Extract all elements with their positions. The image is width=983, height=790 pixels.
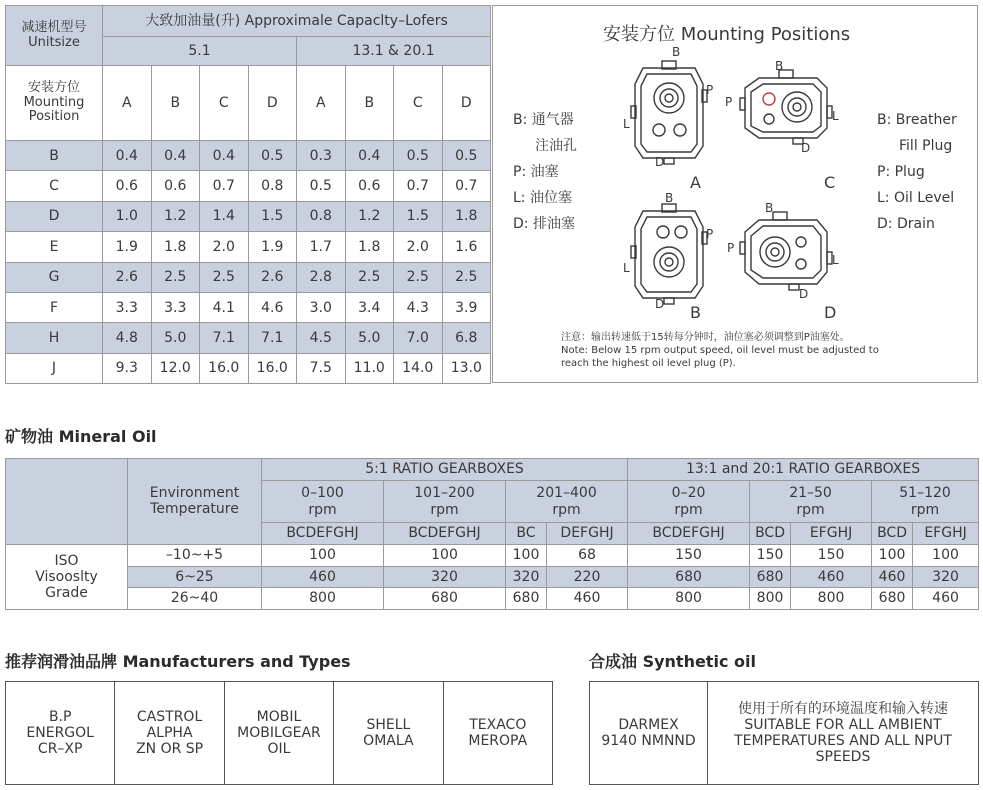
ratio-13-header: 13.1 & 20.1 — [297, 37, 491, 66]
capacity-value-cell: 16.0 — [200, 353, 249, 383]
viscosity-cell: 150 — [750, 545, 791, 567]
view-label-d: D — [824, 303, 837, 322]
view-label-c: C — [824, 173, 836, 192]
capacity-value-cell: 7.0 — [394, 323, 443, 353]
callout-p-a: P — [706, 83, 714, 97]
viscosity-cell: 320 — [384, 567, 506, 588]
callout-b-c: B — [775, 59, 784, 73]
capacity-table — [5, 5, 491, 384]
capacity-row — [6, 292, 491, 322]
capacity-value-cell: 0.7 — [394, 171, 443, 201]
capacity-value-cell: 1.8 — [151, 232, 200, 262]
env-temp-header — [128, 459, 262, 545]
callout-l-a: L — [623, 117, 630, 131]
viscosity-cell: 800 — [750, 588, 791, 610]
unitsize-cell: C — [6, 171, 103, 201]
capacity-value-cell: 3.0 — [297, 292, 346, 322]
position-header: A — [103, 66, 152, 141]
brand-line: CASTROL — [136, 708, 203, 725]
speed-range: 0–100 — [301, 485, 344, 502]
legend-en-item: Fill Plug — [899, 138, 953, 154]
capacity-value-cell: 1.7 — [297, 232, 346, 262]
legend-zh-item: 注油孔 — [535, 138, 577, 154]
brand-cell — [224, 682, 333, 785]
product-line: 9140 NMNND — [601, 733, 696, 749]
capacity-value-cell: 0.4 — [200, 141, 249, 171]
callout-d-b: D — [655, 297, 665, 311]
unitsize-cell: H — [6, 323, 103, 353]
capacity-value-cell: 2.6 — [248, 262, 297, 292]
unitsize-cell: F — [6, 292, 103, 322]
viscosity-cell: 680 — [872, 588, 913, 610]
unit-group-header: BCD — [750, 523, 791, 545]
viscosity-cell: 100 — [872, 545, 913, 567]
unitsize-cell: J — [6, 353, 103, 383]
position-header: C — [200, 66, 249, 141]
capacity-value-cell: 4.8 — [103, 323, 152, 353]
unit-group-header: EFGHJ — [791, 523, 872, 545]
brand-line: MOBIL — [256, 708, 302, 725]
capacity-value-cell: 4.6 — [248, 292, 297, 322]
capacity-value-cell: 0.8 — [297, 201, 346, 231]
desc-en: SUITABLE FOR ALL AMBIENT — [744, 716, 942, 733]
speed-range-header — [262, 481, 384, 523]
rpm-label: rpm — [552, 501, 581, 518]
viscosity-cell: 100 — [506, 545, 547, 567]
desc-en: TEMPERATURES AND ALL NPUT — [734, 733, 952, 749]
brand-cell — [115, 682, 224, 785]
callout-b-d: B — [765, 201, 774, 215]
brand-cell — [6, 682, 115, 785]
capacity-value-cell: 7.5 — [297, 353, 346, 383]
capacity-value-cell: 2.0 — [394, 232, 443, 262]
mineral-oil-heading: 矿物油 Mineral Oil — [5, 427, 157, 446]
viscosity-cell: 800 — [262, 588, 384, 610]
capacity-value-cell: 4.3 — [394, 292, 443, 322]
iso-2: Visooslty — [35, 568, 98, 585]
viscosity-cell: 680 — [628, 567, 750, 588]
unit-group-header: BC — [506, 523, 547, 545]
legend-en-item: P: Plug — [877, 164, 925, 180]
capacity-value-cell: 4.1 — [200, 292, 249, 322]
desc-en: SPEEDS — [815, 749, 871, 766]
brand-cell — [334, 682, 443, 785]
position-header: C — [394, 66, 443, 141]
capacity-value-cell: 0.3 — [297, 141, 346, 171]
callout-l-c: L — [832, 109, 839, 123]
legend-en-item: B: Breather — [877, 112, 957, 128]
viscosity-cell: 320 — [506, 567, 547, 588]
capacity-value-cell: 7.1 — [200, 323, 249, 353]
brand-cell — [443, 682, 552, 785]
unit-group-header: DEFGHJ — [547, 523, 628, 545]
speed-range-header — [750, 481, 872, 523]
speed-range: 21–50 — [789, 485, 832, 502]
viscosity-cell: 460 — [913, 588, 979, 610]
note-zh: 注意：输出转速低于15转每分钟时，油位塞必须调整到P油塞处。 — [561, 332, 850, 343]
viscosity-cell: 800 — [791, 588, 872, 610]
capacity-value-cell: 11.0 — [345, 353, 394, 383]
capacity-value-cell: 3.9 — [442, 292, 491, 322]
unitsize-cell: E — [6, 232, 103, 262]
speed-range-header — [506, 481, 628, 523]
viscosity-cell: 460 — [791, 567, 872, 588]
gearbox-view-c — [740, 70, 832, 144]
env-temp-2: Temperature — [150, 501, 239, 518]
capacity-row — [6, 353, 491, 383]
unit-group-header: BCDEFGHJ — [384, 523, 506, 545]
rpm-label: rpm — [796, 501, 825, 518]
unit-group-header: EFGHJ — [913, 523, 979, 545]
capacity-value-cell: 2.5 — [442, 262, 491, 292]
capacity-value-cell: 0.6 — [345, 171, 394, 201]
unit-group-header: BCD — [872, 523, 913, 545]
legend-zh-item: L: 油位塞 — [513, 190, 572, 206]
group-13-header: 13:1 and 20:1 RATIO GEARBOXES — [628, 459, 979, 481]
product-line: DARMEX — [618, 716, 679, 733]
capacity-value-cell: 4.5 — [297, 323, 346, 353]
position-header: B — [151, 66, 200, 141]
viscosity-cell: 100 — [913, 545, 979, 567]
mineral-oil-table — [5, 458, 979, 610]
capacity-value-cell: 1.2 — [151, 201, 200, 231]
legend-en-item: L: Oil Level — [877, 190, 955, 206]
viscosity-cell: 220 — [547, 567, 628, 588]
viscosity-cell: 800 — [628, 588, 750, 610]
mount-en1: Mounting — [23, 94, 85, 110]
rpm-label: rpm — [430, 501, 459, 518]
capacity-value-cell: 1.9 — [248, 232, 297, 262]
position-header: D — [442, 66, 491, 141]
brand-line: B.P — [48, 708, 72, 725]
unitsize-cell: B — [6, 141, 103, 171]
capacity-value-cell: 0.7 — [442, 171, 491, 201]
view-label-b: B — [690, 303, 701, 322]
legend-en — [877, 107, 957, 237]
capacity-row — [6, 262, 491, 292]
brand-line: MEROPA — [468, 733, 528, 749]
temp-cell: 26~40 — [128, 588, 262, 610]
capacity-value-cell: 14.0 — [394, 353, 443, 383]
capacity-value-cell: 2.5 — [345, 262, 394, 292]
capacity-value-cell: 12.0 — [151, 353, 200, 383]
note-en2: reach the highest oil level plug (P). — [561, 358, 736, 369]
capacity-value-cell: 0.7 — [200, 171, 249, 201]
capacity-value-cell: 2.6 — [103, 262, 152, 292]
capacity-value-cell: 1.0 — [103, 201, 152, 231]
legend-zh-item: P: 油塞 — [513, 164, 559, 180]
capacity-row — [6, 171, 491, 201]
unit-group-header: BCDEFGHJ — [262, 523, 384, 545]
speed-range: 201–400 — [536, 485, 597, 502]
callout-p-b: P — [706, 227, 714, 241]
capacity-value-cell: 13.0 — [442, 353, 491, 383]
brand-line: OMALA — [363, 733, 414, 749]
capacity-value-cell: 0.4 — [103, 141, 152, 171]
unitsize-cell: G — [6, 262, 103, 292]
legend-zh — [513, 107, 577, 237]
capacity-value-cell: 6.8 — [442, 323, 491, 353]
capacity-value-cell: 1.9 — [103, 232, 152, 262]
brand-line: TEXACO — [469, 716, 527, 733]
callout-b-a: B — [672, 45, 681, 59]
capacity-value-cell: 16.0 — [248, 353, 297, 383]
brand-line: ENERGOL — [26, 724, 94, 741]
speed-range: 101–200 — [414, 485, 475, 502]
temp-cell: 6~25 — [128, 567, 262, 588]
unitsize-en: Unitsize — [28, 34, 80, 50]
legend-zh-item: D: 排油塞 — [513, 216, 575, 232]
synthetic-product — [590, 682, 708, 785]
viscosity-cell: 460 — [262, 567, 384, 588]
position-header: D — [248, 66, 297, 141]
callout-d-c: D — [801, 141, 811, 155]
capacity-value-cell: 1.5 — [248, 201, 297, 231]
view-label-a: A — [690, 173, 701, 192]
capacity-value-cell: 1.8 — [442, 201, 491, 231]
legend-zh-item: B: 通气器 — [513, 112, 574, 128]
capacity-value-cell: 7.1 — [248, 323, 297, 353]
mount-en2: Position — [28, 109, 80, 125]
callout-d-d: D — [799, 287, 809, 301]
oil-corner-cell — [6, 459, 128, 545]
mounting-positions-panel — [492, 5, 978, 383]
viscosity-cell: 460 — [547, 588, 628, 610]
legend-en-item: D: Drain — [877, 216, 935, 232]
rpm-label: rpm — [308, 501, 337, 518]
capacity-value-cell: 2.8 — [297, 262, 346, 292]
capacity-value-cell: 0.6 — [151, 171, 200, 201]
capacity-value-cell: 5.0 — [151, 323, 200, 353]
capacity-value-cell: 5.0 — [345, 323, 394, 353]
viscosity-cell: 680 — [750, 567, 791, 588]
speed-range-header — [872, 481, 979, 523]
viscosity-cell: 100 — [262, 545, 384, 567]
viscosity-cell: 150 — [791, 545, 872, 567]
capacity-row — [6, 141, 491, 171]
temp-cell: –10~+5 — [128, 545, 262, 567]
speed-range: 51–120 — [899, 485, 951, 502]
speed-range-header — [384, 481, 506, 523]
unitsize-zh: 减速机型号 — [21, 19, 87, 35]
capacity-value-cell: 0.4 — [345, 141, 394, 171]
viscosity-cell: 100 — [384, 545, 506, 567]
capacity-value-cell: 1.5 — [394, 201, 443, 231]
speed-range-header — [628, 481, 750, 523]
capacity-value-cell: 3.4 — [345, 292, 394, 322]
viscosity-cell: 680 — [384, 588, 506, 610]
position-header: B — [345, 66, 394, 141]
iso-grade-label — [6, 545, 128, 610]
capacity-row — [6, 323, 491, 353]
capacity-title: 大致加油量(升) Approximale Capaclty–Lofers — [103, 6, 491, 37]
mounting-position-header — [6, 66, 103, 141]
gearbox-view-b — [631, 204, 707, 304]
mounting-note — [561, 331, 971, 370]
brand-line: OIL — [267, 741, 291, 758]
capacity-value-cell: 3.3 — [151, 292, 200, 322]
capacity-value-cell: 1.2 — [345, 201, 394, 231]
capacity-value-cell: 2.0 — [200, 232, 249, 262]
capacity-value-cell: 0.4 — [151, 141, 200, 171]
callout-l-b: L — [623, 261, 630, 275]
group-51-header: 5:1 RATIO GEARBOXES — [262, 459, 628, 481]
capacity-value-cell: 9.3 — [103, 353, 152, 383]
position-header: A — [297, 66, 346, 141]
capacity-value-cell: 0.5 — [442, 141, 491, 171]
rpm-label: rpm — [910, 501, 940, 518]
speed-range: 0–20 — [671, 485, 706, 502]
callout-d-a: D — [655, 155, 665, 169]
viscosity-cell: 460 — [872, 567, 913, 588]
capacity-value-cell: 0.8 — [248, 171, 297, 201]
mount-zh: 安装方位 — [27, 79, 80, 95]
ratio-51-header: 5.1 — [103, 37, 297, 66]
rpm-label: rpm — [674, 501, 703, 518]
viscosity-cell: 680 — [506, 588, 547, 610]
env-temp-1: Environment — [149, 485, 240, 501]
gearbox-view-d — [740, 212, 832, 290]
brand-line: SHELL — [366, 716, 411, 733]
capacity-value-cell: 1.4 — [200, 201, 249, 231]
manufacturers-heading: 推荐润滑油品牌 Manufacturers and Types — [5, 652, 351, 671]
iso-1: ISO — [54, 552, 79, 569]
unit-group-header: BCDEFGHJ — [628, 523, 750, 545]
manufacturers-table — [5, 681, 553, 785]
capacity-value-cell: 0.5 — [394, 141, 443, 171]
viscosity-cell: 68 — [547, 545, 628, 567]
capacity-row — [6, 232, 491, 262]
callout-b-b: B — [665, 191, 674, 205]
unitsize-cell: D — [6, 201, 103, 231]
callout-l-d: L — [832, 253, 839, 267]
synthetic-description — [708, 682, 979, 785]
desc-zh: 使用于所有的环境温度和输入转速 — [738, 700, 948, 717]
capacity-value-cell: 0.6 — [103, 171, 152, 201]
note-en1: Note: Below 15 rpm output speed, oil level must be adjusted to — [561, 345, 879, 356]
mounting-title: 安装方位 Mounting Positions — [603, 24, 851, 45]
capacity-value-cell: 2.5 — [151, 262, 200, 292]
capacity-value-cell: 0.5 — [248, 141, 297, 171]
capacity-value-cell: 1.6 — [442, 232, 491, 262]
gearbox-view-a — [631, 61, 707, 164]
synthetic-table — [589, 681, 979, 785]
viscosity-cell: 320 — [913, 567, 979, 588]
iso-3: Grade — [45, 585, 88, 602]
synthetic-heading: 合成油 Synthetic oil — [589, 652, 756, 671]
capacity-value-cell: 1.8 — [345, 232, 394, 262]
callout-p-c: P — [725, 95, 733, 109]
viscosity-cell: 150 — [628, 545, 750, 567]
capacity-value-cell: 2.5 — [394, 262, 443, 292]
brand-line: CR–XP — [37, 741, 83, 758]
brand-line: ZN OR SP — [136, 741, 204, 758]
capacity-value-cell: 3.3 — [103, 292, 152, 322]
capacity-row — [6, 201, 491, 231]
capacity-value-cell: 0.5 — [297, 171, 346, 201]
brand-line: ALPHA — [146, 724, 193, 741]
unitsize-header — [6, 6, 103, 66]
brand-line: MOBILGEAR — [237, 724, 321, 741]
callout-p-d: P — [727, 241, 735, 255]
capacity-value-cell: 2.5 — [200, 262, 249, 292]
